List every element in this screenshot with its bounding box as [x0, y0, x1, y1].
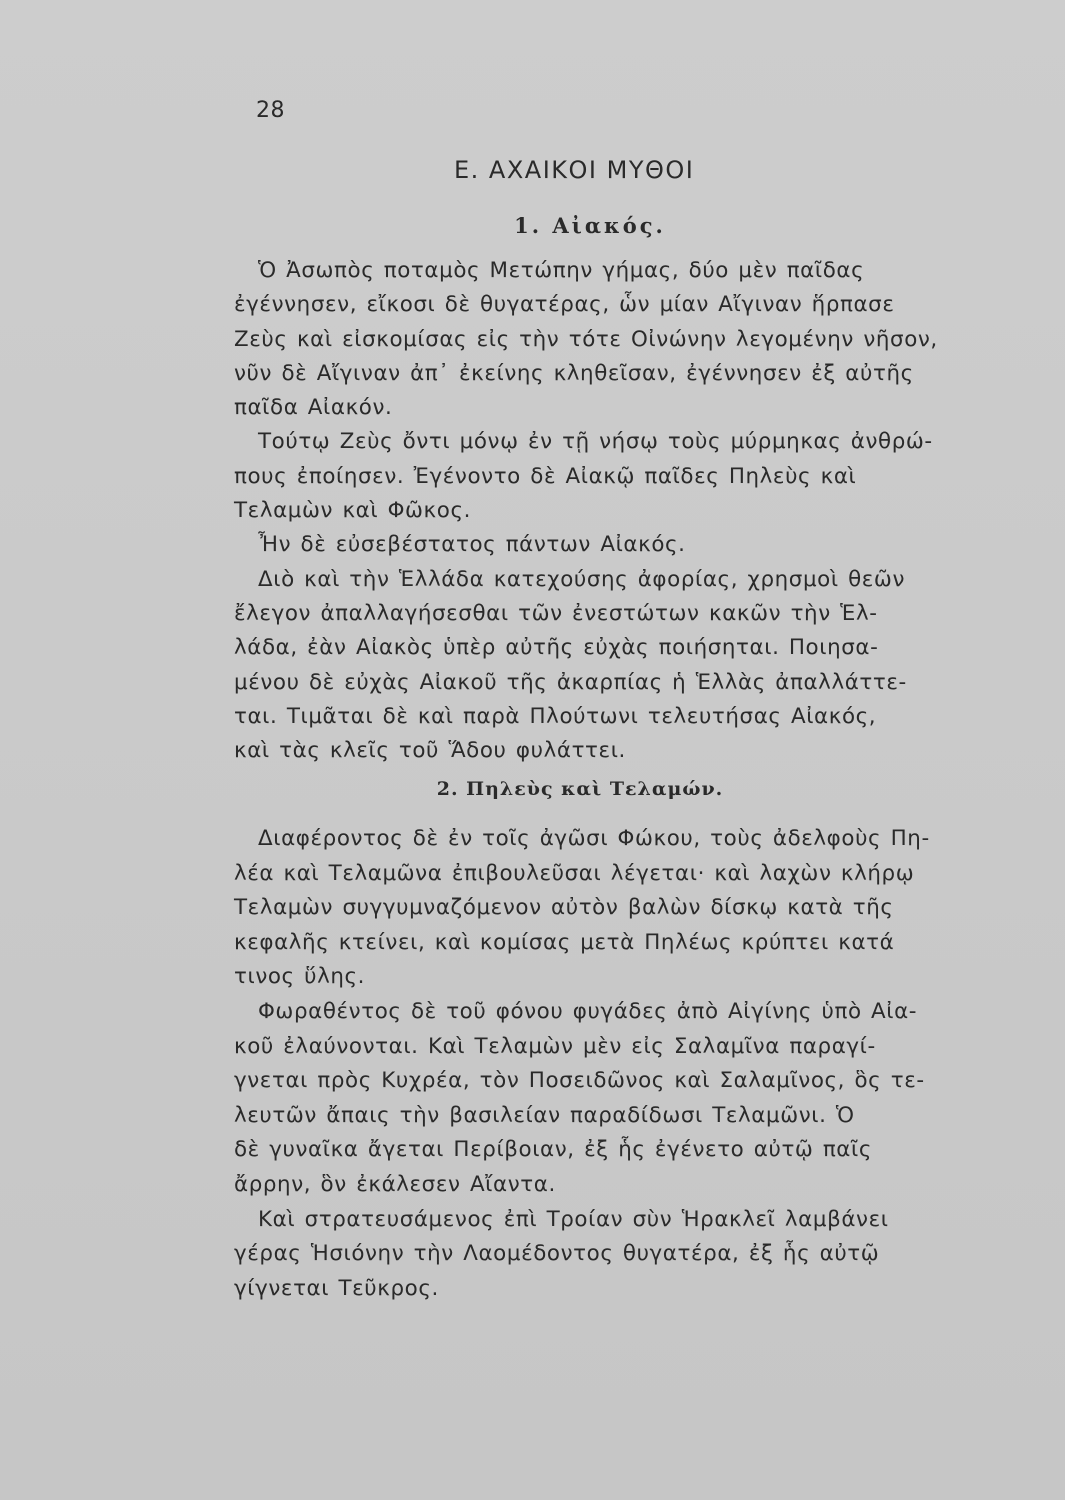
text-line: Τελαμὼν συγγυμναζόμενον αὐτὸν βαλὼν δίσκῳ κατὰ τῆς: [234, 895, 894, 921]
text-line: Ἦν δὲ εὐσεβέστατος πάντων Αἰακός.: [258, 532, 686, 558]
chapter-title: Ε. ΑΧΑΙΚΟΙ ΜΥΘΟΙ: [454, 156, 695, 184]
text-line: ἔλεγον ἀπαλλαγήσεσθαι τῶν ἐνεστώτων κακῶν τὴν Ἑλ-: [234, 600, 878, 626]
section-1-text: [234, 254, 1064, 768]
page-number: 28: [256, 98, 285, 123]
text-line: γνεται πρὸς Κυχρέα, τὸν Ποσειδῶνος καὶ Σαλαμῖνος, ὃς τε-: [234, 1068, 925, 1094]
text-line: Τούτῳ Ζεὺς ὄντι μόνῳ ἐν τῇ νήσῳ τοὺς μύρμηκας ἀνθρώ-: [258, 429, 933, 455]
text-line: Ζεὺς καὶ εἰσκομίσας εἰς τὴν τότε Οἰνώνην λεγομένην νῆσον,: [234, 326, 938, 352]
section-1-title: 1. Αἰακός.: [514, 213, 666, 238]
text-line: παῖδα Αἰακόν.: [234, 395, 393, 421]
text-line: τινος ὕλης.: [234, 964, 366, 990]
text-line: Ὁ Ἀσωπὸς ποταμὸς Μετώπην γήμας, δύο μὲν παῖδας: [258, 258, 865, 283]
section-2-title: 2. Πηλεὺς καὶ Τελαμών.: [436, 778, 724, 800]
section-2-text: [234, 822, 1064, 1306]
text-line: λέα καὶ Τελαμῶνα ἐπιβουλεῦσαι λέγεται· καὶ λαχὼν κλήρῳ: [234, 860, 915, 886]
text-line: Διὸ καὶ τὴν Ἑλλάδα κατεχούσης ἀφορίας, χρησμοὶ θεῶν: [258, 566, 905, 592]
text-line: ἐγέννησεν, εἴκοσι δὲ θυγατέρας, ὧν μίαν Αἴγιναν ἥρπασε: [234, 292, 895, 318]
text-line: λευτῶν ἄπαις τὴν βασιλείαν παραδίδωσι Τελαμῶνι. Ὁ: [234, 1102, 855, 1128]
text-line: κεφαλῆς κτείνει, καὶ κομίσας μετὰ Πηλέως κρύπτει κατά: [234, 929, 895, 955]
text-line: Διαφέροντος δὲ ἐν τοῖς ἀγῶσι Φώκου, τοὺς ἀδελφοὺς Πη-: [258, 826, 930, 851]
text-line: καὶ τὰς κλεῖς τοῦ Ἅδου φυλάττει.: [234, 738, 626, 764]
text-line: Καὶ στρατευσάμενος ἐπὶ Τροίαν σὺν Ἡρακλεῖ λαμβάνει: [258, 1206, 889, 1232]
text-line: κοῦ ἐλαύνονται. Καὶ Τελαμὼν μὲν εἰς Σαλαμῖνα παραγί-: [234, 1033, 876, 1059]
text-line: δὲ γυναῖκα ἄγεται Περίβοιαν, ἐξ ἧς ἐγένετο αὐτῷ παῖς: [234, 1137, 873, 1163]
text-line: ται. Τιμᾶται δὲ καὶ παρὰ Πλούτωνι τελευτήσας Αἰακός,: [234, 703, 877, 729]
text-line: γίγνεται Τεῦκρος.: [234, 1275, 439, 1301]
text-line: πους ἐποίησεν. Ἐγένοντο δὲ Αἰακῷ παῖδες Πηλεὺς καὶ: [234, 463, 857, 489]
text-line: γέρας Ἡσιόνην τὴν Λαομέδοντος θυγατέρα, ἐξ ἧς αὐτῷ: [234, 1241, 880, 1267]
text-line: Τελαμὼν καὶ Φῶκος.: [234, 498, 471, 524]
text-line: ἄρρην, ὃν ἐκάλεσεν Αἴαντα.: [234, 1171, 556, 1197]
text-line: λάδα, ἐὰν Αἰακὸς ὑπὲρ αὐτῆς εὐχὰς ποιήσηται. Ποιησα-: [234, 635, 879, 661]
text-line: νῦν δὲ Αἴγιναν ἀπ᾽ ἐκείνης κληθεῖσαν, ἐγέννησεν ἐξ αὐτῆς: [234, 360, 914, 386]
text-line: μένου δὲ εὐχὰς Αἰακοῦ τῆς ἀκαρπίας ἡ Ἑλλὰς ἀπαλλάττε-: [234, 669, 907, 695]
text-line: Φωραθέντος δὲ τοῦ φόνου φυγάδες ἀπὸ Αἰγίνης ὑπὸ Αἰα-: [258, 998, 918, 1024]
